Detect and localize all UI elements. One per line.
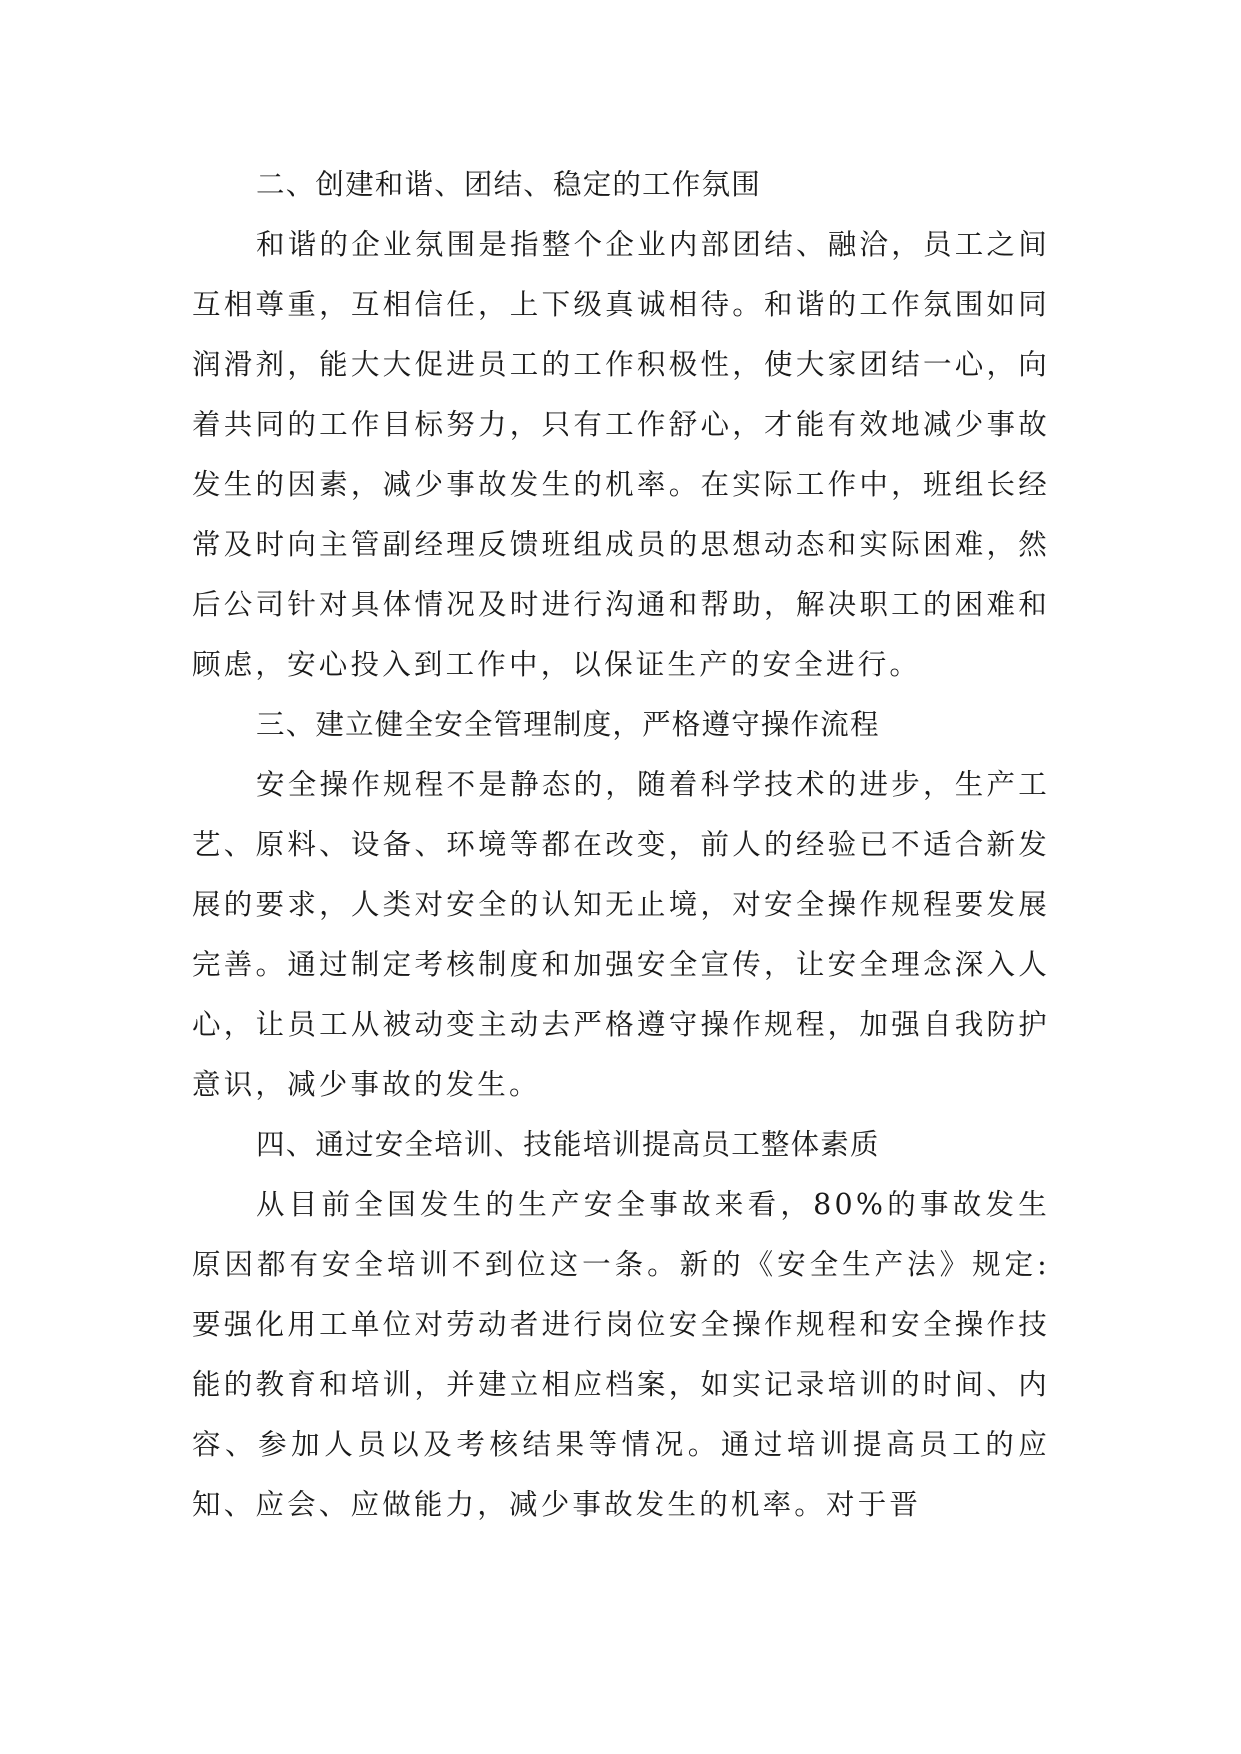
section-3-body: 安全操作规程不是静态的，随着科学技术的进步，生产工艺、原料、设备、环境等都在改变，前人的经验已不适合新发展的要求，人类对安全的认知无止境，对安全操作规程要发展完善。通过制定考核制度和加强安全宣传，让安全理念深入人心，让员工从被动变主动去严格遵守操作规程，加强自我防护意识，减少事故的发生。 <box>192 768 1050 1101</box>
section-2-heading: 二、创建和谐、团结、稳定的工作氛围 <box>256 168 761 201</box>
section-2-body: 和谐的企业氛围是指整个企业内部团结、融洽，员工之间互相尊重，互相信任，上下级真诚相待。和谐的工作氛围如同润滑剂，能大大促进员工的工作积极性，使大家团结一心，向着共同的工作目标努力，只有工作舒心，才能有效地减少事故发生的因素，减少事故发生的机率。在实际工作中，班组长经常及时向主管副经理反馈班组成员的思想动态和实际困难，然后公司针对具体情况及时进行沟通和帮助，解决职工的困难和顾虑，安心投入到工作中，以保证生产的安全进行。 <box>192 228 1050 681</box>
document-page <box>192 155 1050 1535</box>
section-4-heading: 四、通过安全培训、技能培训提高员工整体素质 <box>256 1128 880 1161</box>
section-4-body: 从目前全国发生的生产安全事故来看，80%的事故发生原因都有安全培训不到位这一条。新的《安全生产法》规定:要强化用工单位对劳动者进行岗位安全操作规程和安全操作技能的教育和培训，并建立相应档案，如实记录培训的时间、内容、参加人员以及考核结果等情况。通过培训提高员工的应知、应会、应做能力，减少事故发生的机率。对于晋 <box>192 1188 1050 1521</box>
section-3-heading: 三、建立健全安全管理制度，严格遵守操作流程 <box>256 708 880 741</box>
